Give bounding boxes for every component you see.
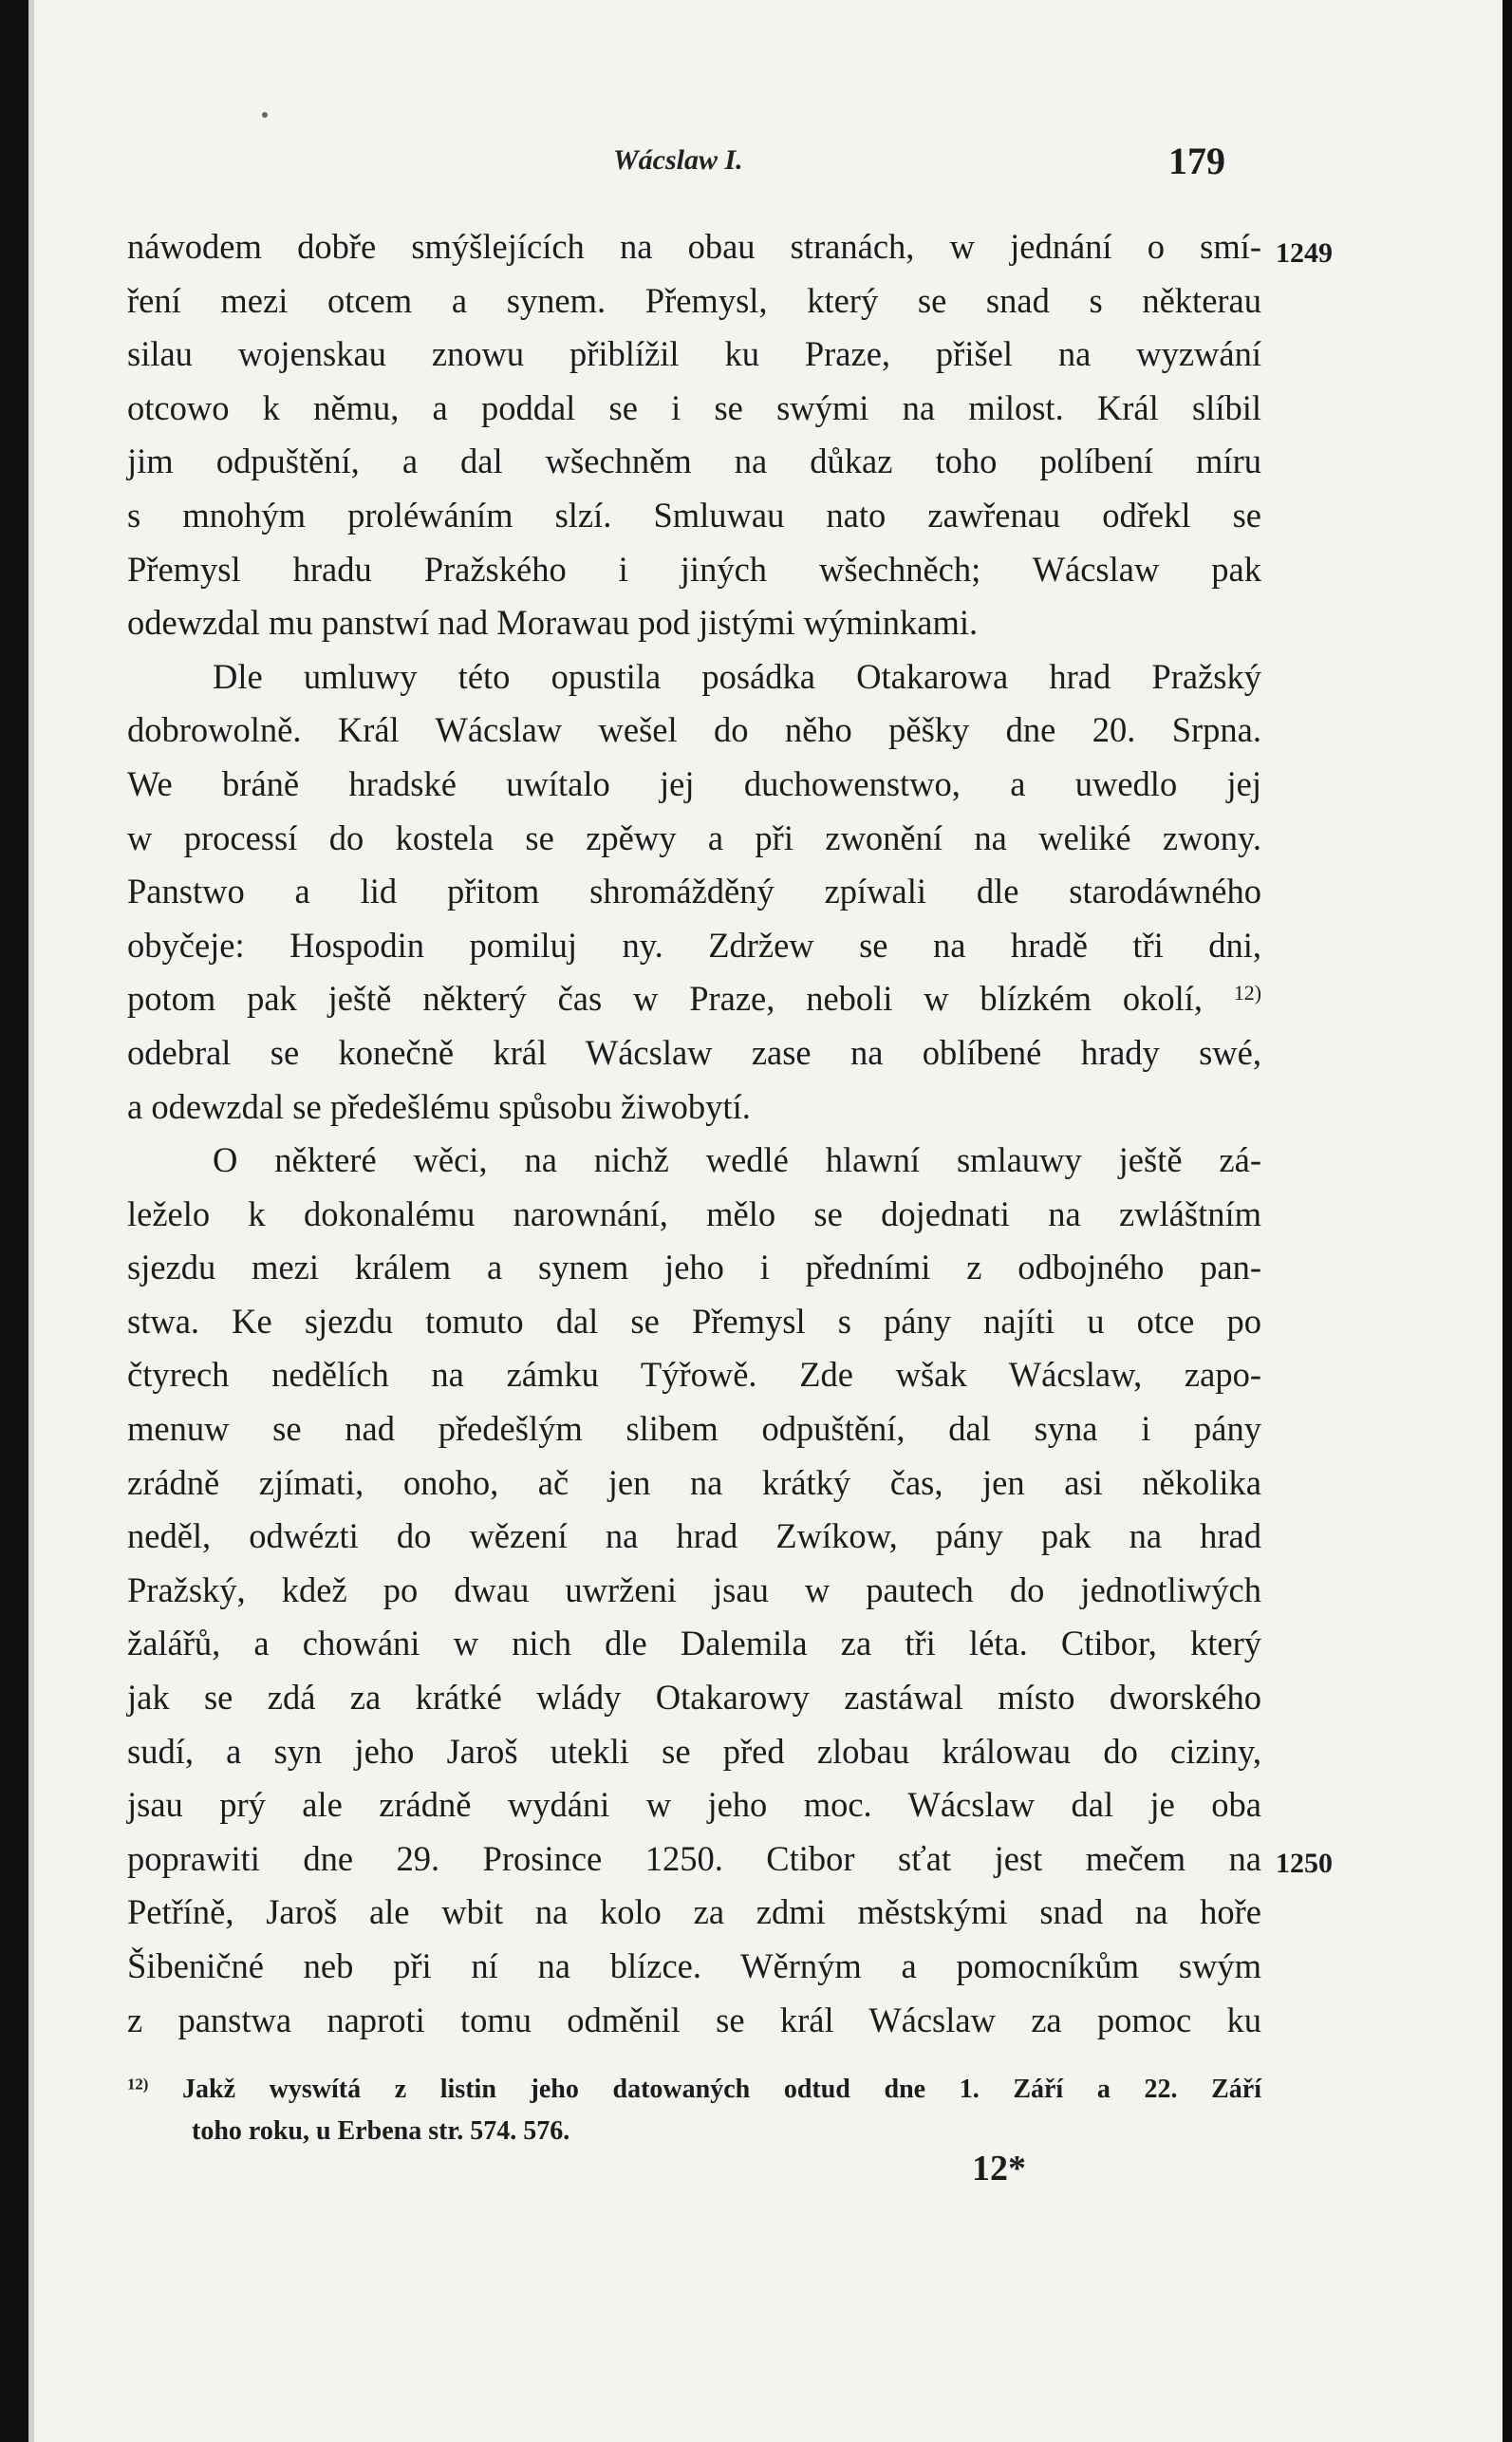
text-line: zrádně zjímati, onoho, ač jen na krátký čas, jen asi několika xyxy=(127,1462,1261,1502)
text-line: menuw se nad předešlým slibem odpuštění, dal syna i pány xyxy=(127,1409,1261,1449)
text-line: We bráně hradské uwítalo jej duchowenstwo, a uwedlo jej xyxy=(127,763,1261,803)
text-line-with-footnote-ref xyxy=(127,972,1261,1026)
text-line: poprawiti dne 29. Prosince 1250. Ctibor sťat jest mečem na xyxy=(127,1838,1261,1878)
text-line: čtyrech nedělích na zámku Týřowě. Zde wšak Wácslaw, zapo- xyxy=(127,1355,1261,1395)
text-line: ření mezi otcem a synem. Přemysl, který se snad s některau xyxy=(127,280,1261,320)
text-line: sudí, a syn jeho Jaroš utekli se před zlobau králowau do ciziny, xyxy=(127,1731,1261,1771)
text-line: žalářů, a chowáni w nich dle Dalemila za tři léta. Ctibor, který xyxy=(127,1624,1261,1663)
footnote xyxy=(127,2069,1261,2152)
text-line: obyčeje: Hospodin pomiluj ny. Zdržew se na hradě tři dni, xyxy=(127,925,1261,965)
page-header xyxy=(34,140,1503,192)
ink-speck xyxy=(262,112,268,118)
text-line: Pražský, kdež po dwau uwrženi jsau w pautech do jednotliwých xyxy=(127,1569,1261,1609)
body-text xyxy=(127,220,1261,2047)
footnote-marker: 12) xyxy=(127,2075,149,2094)
text-line: z panstwa naproti tomu odměnil se král Wácslaw za pomoc ku xyxy=(127,2000,1261,2039)
text-line: jim odpuštění, a dal wšechněm na důkaz toho políbení míru xyxy=(127,441,1261,481)
text-line: silau wojenskau znowu přiblížil ku Praze, přišel na wyzwání xyxy=(127,334,1261,374)
text-line: sjezdu mezi králem a synem jeho i předními z odbojného pan- xyxy=(127,1248,1261,1287)
text-line-content: potom pak ještě některý čas w Praze, neboli w blízkém okolí, xyxy=(127,979,1203,1019)
signature-mark: 12* xyxy=(972,2149,1026,2188)
text-line: odebral se konečně král Wácslaw zase na oblíbené hrady swé, xyxy=(127,1032,1261,1072)
text-line: stwa. Ke sjezdu tomuto dal se Přemysl s pány najíti u otce po xyxy=(127,1301,1261,1341)
text-line: odewzdal mu panstwí nad Morawau pod jistými wýminkami. xyxy=(127,603,979,643)
text-line: náwodem dobře smýšlejících na obau stranách, w jednání o smí- xyxy=(127,227,1261,266)
text-line: otcowo k němu, a poddal se i se swými na milost. Král slíbil xyxy=(127,387,1261,427)
text-line: dobrowolně. Král Wácslaw wešel do něho pěšky dne 20. Srpna. xyxy=(127,710,1261,750)
text-line: Přemysl hradu Pražského i jiných wšechněch; Wácslaw pak xyxy=(127,549,1261,589)
running-title: Wácslaw I. xyxy=(613,144,743,176)
page-number: 179 xyxy=(1168,140,1225,182)
binding-edge-dark xyxy=(0,0,28,2442)
footnote-line-2: toho roku, u Erbena str. 574. 576. xyxy=(192,2116,570,2146)
footnote-ref: 12) xyxy=(1233,981,1261,1005)
text-line: O některé wěci, na nichž wedlé hlawní smlauwy ještě zá- xyxy=(213,1140,1261,1180)
text-line: s mnohým proléwáním slzí. Smluwau nato zawřenau odřekl se xyxy=(127,495,1261,535)
text-line: jak se zdá za krátké wlády Otakarowy zastáwal místo dworského xyxy=(127,1678,1261,1718)
text-line: Šibeničné neb při ní na blízce. Wěrným a pomocníkům swým xyxy=(127,1946,1261,1985)
text-line: jsau prý ale zrádně wydáni w jeho moc. Wácslaw dal je oba xyxy=(127,1785,1261,1825)
text-line: Petříně, Jaroš ale wbit na kolo za zdmi městskými snad na hoře xyxy=(127,1892,1261,1932)
scan-edge-right xyxy=(1503,0,1512,2442)
text-line: Dle umluwy této opustila posádka Otakarowa hrad Pražský xyxy=(213,656,1261,696)
margin-year-1250: 1250 xyxy=(1276,1848,1333,1879)
text-line: w processí do kostela se zpěwy a při zwonění na weliké zwony. xyxy=(127,817,1261,857)
text-line: Panstwo a lid přitom shromážděný zpíwali dle starodáwného xyxy=(127,872,1261,911)
text-line: leželo k dokonalému narownání, mělo se dojednati na zwláštním xyxy=(127,1193,1261,1233)
text-line: a odewzdal se předešlému spůsobu žiwobytí. xyxy=(127,1086,751,1126)
book-page xyxy=(34,0,1503,2442)
margin-year-1249: 1249 xyxy=(1276,237,1333,269)
text-line: neděl, odwézti do wězení na hrad Zwíkow, pány pak na hrad xyxy=(127,1516,1261,1556)
footnote-text-1: Jakž wyswítá z listin jeho datowaných odtud dne 1. Září a 22. Září xyxy=(182,2075,1261,2104)
footnote-line-1 xyxy=(127,2069,1261,2111)
